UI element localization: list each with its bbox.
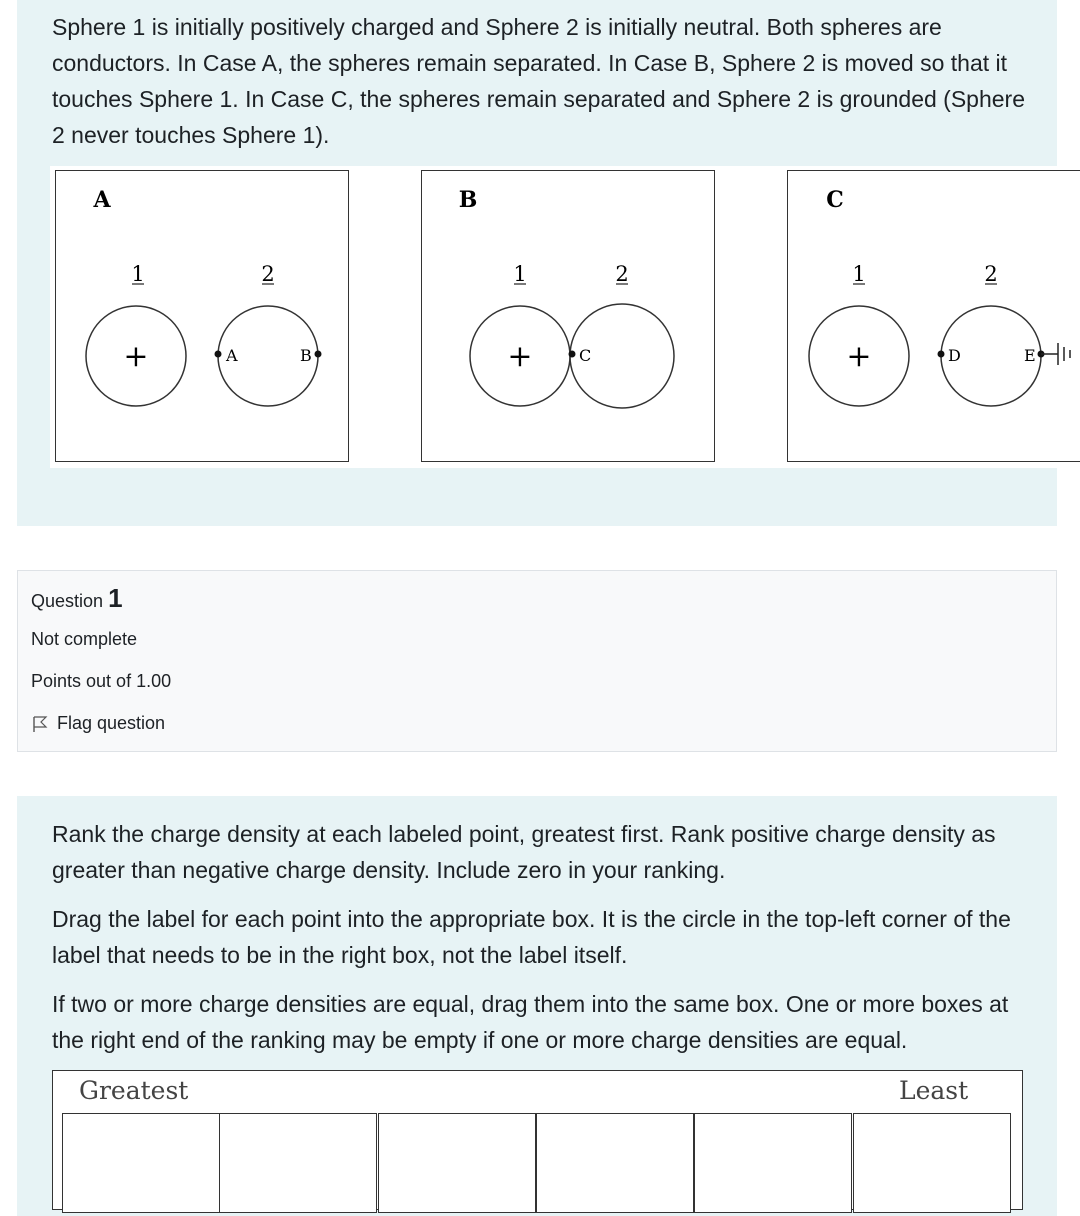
instruction-3: If two or more charge densities are equal, drag them into the same box. One or more boxes at the right end of the ranking may be empty if one or more charge densities are equal. <box>52 991 1009 1053</box>
rank-drop-box-1[interactable] <box>62 1113 220 1213</box>
flag-icon <box>31 715 49 733</box>
instruction-1: Rank the charge density at each labeled point, greatest first. Rank positive charge density as greater than negative charge density. Include zero in your ranking. <box>52 821 996 883</box>
intro-text: Sphere 1 is initially positively charged and Sphere 2 is initially neutral. Both spheres are conductors. In Case A, the spheres remain separated. In Case B, Sphere 2 is moved so that it touches Sphere 1. In Case C, the spheres remain separated and Sphere 2 is grounded (Sphere 2 never touches Sphere 1). <box>52 14 1025 148</box>
point-b-marker <box>315 351 322 358</box>
question-number-value: 1 <box>108 583 123 613</box>
positive-charge-symbol: + <box>846 339 872 374</box>
question-state: Not complete <box>31 629 138 649</box>
ranking-area <box>52 1070 1023 1210</box>
instruction-2: Drag the label for each point into the appropriate box. It is the circle in the top-left corner of the label that needs to be in the right box, not the label itself. <box>52 906 1011 968</box>
case-a-title: A <box>93 187 111 213</box>
flag-question-label: Flag question <box>57 713 166 733</box>
point-b-label: B <box>300 346 312 365</box>
point-d-label: D <box>948 346 961 365</box>
rank-drop-box-3[interactable] <box>378 1113 536 1213</box>
case-c-title: C <box>826 187 844 213</box>
case-b-title: B <box>458 187 478 213</box>
sphere-2-label: 2 <box>615 262 629 286</box>
question-info <box>17 570 1057 752</box>
ground-symbol-icon <box>1041 343 1070 365</box>
question-label: Question <box>31 591 104 611</box>
case-b-figure <box>421 170 715 462</box>
positive-charge-symbol: + <box>507 339 533 374</box>
rank-drop-box-4[interactable] <box>536 1113 694 1213</box>
point-e-label: E <box>1024 346 1036 365</box>
case-c-figure <box>787 170 1080 462</box>
rank-drop-box-6[interactable] <box>853 1113 1011 1213</box>
point-c-marker <box>569 351 576 358</box>
positive-charge-symbol: + <box>123 339 149 374</box>
point-a-label: A <box>226 346 238 365</box>
rank-drop-box-2[interactable] <box>219 1113 377 1213</box>
least-label: Least <box>899 1076 969 1105</box>
question-number <box>31 583 123 614</box>
rank-drop-box-5[interactable] <box>694 1113 852 1213</box>
sphere-2-label: 2 <box>984 262 998 286</box>
greatest-label: Greatest <box>79 1076 189 1105</box>
sphere-1-label: 1 <box>513 262 527 286</box>
point-a-marker <box>215 351 222 358</box>
question-grade: Points out of 1.00 <box>31 671 172 691</box>
flag-question-link[interactable] <box>31 713 165 734</box>
sphere-2-label: 2 <box>261 262 275 286</box>
sphere-1-label: 1 <box>131 262 145 286</box>
point-c-label: C <box>579 346 592 365</box>
point-d-marker <box>938 351 945 358</box>
sphere-1-label: 1 <box>852 262 866 286</box>
case-a-figure <box>55 170 349 462</box>
